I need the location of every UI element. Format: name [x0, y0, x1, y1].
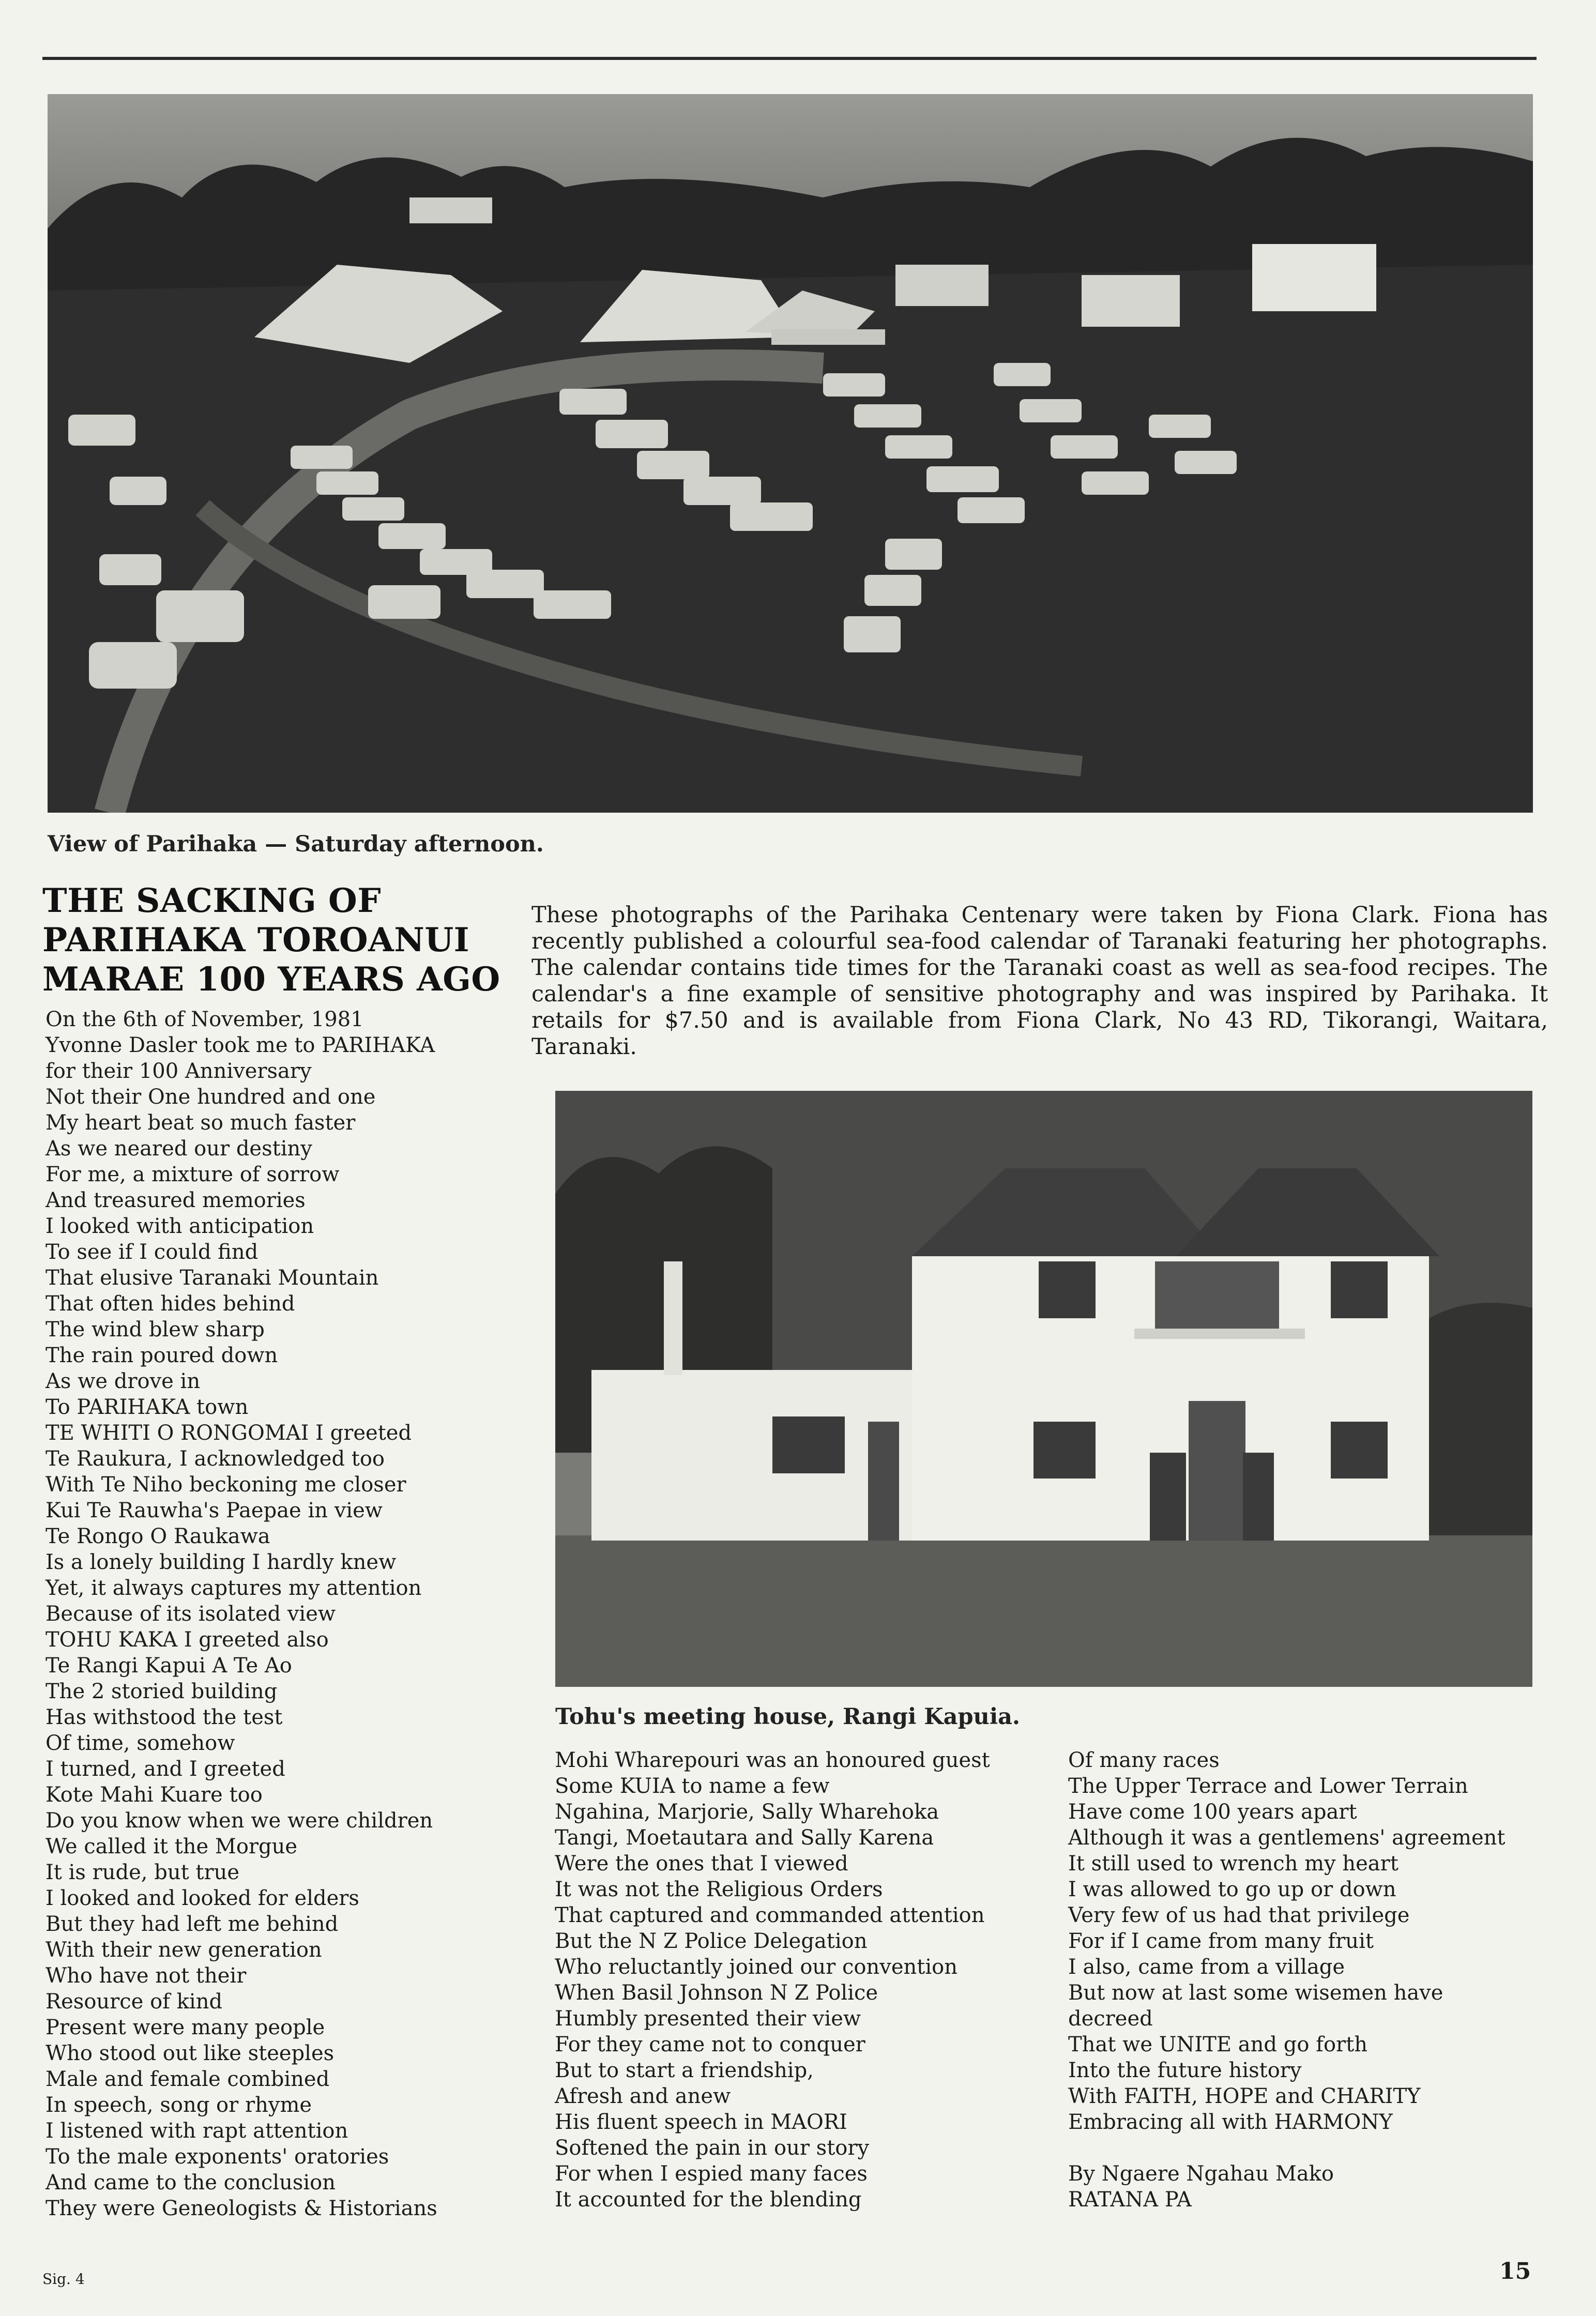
poem-line: But to start a friendship, — [555, 2059, 814, 2082]
poem-line: Of many races — [1068, 1748, 1220, 1772]
poem-line: Who have not their — [45, 1964, 247, 1988]
poem-line — [1068, 2135, 1505, 2161]
poem-line: That often hides behind — [45, 1292, 295, 1316]
poem-line: Tangi, Moetautara and Sally Karena — [555, 1826, 934, 1850]
poem-line: But the N Z Police Delegation — [555, 1929, 868, 1953]
poem-line: Because of its isolated view — [45, 1602, 336, 1626]
poem-author-place: RATANA PA — [1068, 2188, 1192, 2212]
poem-line: Yvonne Dasler took me to PARIHAKA — [45, 1033, 435, 1057]
poem-line: For when I espied many faces — [555, 2162, 868, 2186]
poem-line: decreed — [1068, 2007, 1153, 2031]
poem-line: With Te Niho beckoning me closer — [45, 1473, 406, 1497]
poem-line: On the 6th of November, 1981 — [45, 1008, 364, 1031]
poem-line: Very few of us had that privilege — [1068, 1903, 1410, 1927]
poem-line: It accounted for the blending — [555, 2188, 862, 2212]
poem-line: I turned, and I greeted — [45, 1757, 285, 1781]
poem-line: Present were many people — [45, 2016, 325, 2039]
poem-line: My heart beat so much faster — [45, 1111, 356, 1135]
photographer-intro: These photographs of the Parihaka Centenary were taken by Fiona Clark. Fiona has recently published a colourful sea-food calendar of Taranaki featuring her photographs. The calendar contains tide times for the Taranaki coast as well as sea-food recipes. The calendar's a fine example of sensitive photography and was inspired by Parihaka. It retails for $7.50 and is available from Fiona Clark, No 43 RD, Tikorangi, Waitara, Taranaki. — [531, 902, 1548, 1060]
poem-line: In speech, song or rhyme — [45, 2093, 312, 2117]
poem-line: When Basil Johnson N Z Police — [555, 1981, 878, 2005]
poem-line: The wind blew sharp — [45, 1318, 265, 1342]
poem-line: But they had left me behind — [45, 1912, 339, 1936]
poem-line: Afresh and anew — [555, 2084, 731, 2108]
poem-line: Kote Mahi Kuare too — [45, 1783, 263, 1807]
poem-line: TE WHITI O RONGOMAI I greeted — [45, 1421, 412, 1445]
poem-line: For they came not to conquer — [555, 2033, 865, 2056]
signature-mark: Sig. 4 — [42, 2271, 85, 2288]
poem-line: His fluent speech in MAORI — [555, 2110, 847, 2134]
poem-line: As we drove in — [45, 1369, 201, 1393]
poem-line: They were Geneologists & Historians — [45, 2197, 437, 2220]
poem-line: That elusive Taranaki Mountain — [45, 1266, 379, 1290]
poem-line: Yet, it always captures my attention — [45, 1576, 422, 1600]
poem-line: Male and female combined — [45, 2067, 330, 2091]
aerial-photo-caption: View of Parihaka — Saturday afternoon. — [48, 831, 544, 857]
poem-line: With their new generation — [45, 1938, 322, 1962]
page-number: 15 — [1499, 2258, 1531, 2284]
poem-line: To PARIHAKA town — [45, 1395, 249, 1419]
meeting-house-caption: Tohu's meeting house, Rangi Kapuia. — [555, 1704, 1020, 1730]
poem-line: Humbly presented their view — [555, 2007, 861, 2031]
poem-line: I looked with anticipation — [45, 1214, 314, 1238]
poem-line: We called it the Morgue — [45, 1835, 298, 1858]
poem-line: I listened with rapt attention — [45, 2119, 348, 2143]
article-headline — [42, 881, 508, 999]
poem-line: That we UNITE and go forth — [1068, 2033, 1367, 2056]
poem-line: Resource of kind — [45, 1990, 223, 2014]
poem-line: Into the future history — [1068, 2059, 1302, 2082]
poem-line: Te Rangi Kapui A Te Ao — [45, 1654, 292, 1678]
headline-line: MARAE 100 YEARS AGO — [42, 960, 500, 999]
poem-line: Te Rongo O Raukawa — [45, 1525, 270, 1548]
poem-line: Te Raukura, I acknowledged too — [45, 1447, 385, 1471]
poem-line: Mohi Wharepouri was an honoured guest — [555, 1748, 990, 1772]
poem-column-1 — [45, 1007, 437, 2221]
poem-line: It still used to wrench my heart — [1068, 1852, 1399, 1876]
poem-line: Kui Te Rauwha's Paepae in view — [45, 1499, 383, 1522]
poem-line: I also, came from a village — [1068, 1955, 1345, 1979]
poem-line: Not their One hundred and one — [45, 1085, 376, 1109]
poem-line: To the male exponents' oratories — [45, 2145, 389, 2169]
poem-line: But now at last some wisemen have — [1068, 1981, 1443, 2005]
poem-line: For me, a mixture of sorrow — [45, 1163, 340, 1186]
poem-line: I looked and looked for elders — [45, 1886, 359, 1910]
poem-line: TOHU KAKA I greeted also — [45, 1628, 329, 1652]
poem-line: The 2 storied building — [45, 1680, 278, 1703]
poem-line: To see if I could find — [45, 1240, 259, 1264]
poem-line: Who stood out like steeples — [45, 2041, 335, 2065]
poem-line: Some KUIA to name a few — [555, 1774, 830, 1798]
poem-line: And treasured memories — [45, 1189, 306, 1212]
poem-line: And came to the conclusion — [45, 2171, 336, 2195]
poem-line: The Upper Terrace and Lower Terrain — [1068, 1774, 1468, 1798]
poem-line: Ngahina, Marjorie, Sally Wharehoka — [555, 1800, 939, 1824]
poem-author: By Ngaere Ngahau Mako — [1068, 2162, 1334, 2186]
poem-line: As we neared our destiny — [45, 1137, 312, 1161]
poem-line: That captured and commanded attention — [555, 1903, 985, 1927]
poem-line: Who reluctantly joined our convention — [555, 1955, 957, 1979]
poem-line: Softened the pain in our story — [555, 2136, 870, 2160]
poem-line: for their 100 Anniversary — [45, 1059, 312, 1083]
poem-line: For if I came from many fruit — [1068, 1929, 1374, 1953]
meeting-house-photo — [555, 1091, 1532, 1687]
top-rule — [42, 57, 1537, 60]
poem-line: It was not the Religious Orders — [555, 1878, 883, 1901]
poem-line: Has withstood the test — [45, 1705, 283, 1729]
poem-line: Of time, somehow — [45, 1731, 235, 1755]
poem-line: Embracing all with HARMONY — [1068, 2110, 1393, 2134]
poem-line: I was allowed to go up or down — [1068, 1878, 1396, 1901]
poem-line: Were the ones that I viewed — [555, 1852, 848, 1876]
poem-column-2 — [555, 1747, 990, 2213]
poem-line: Although it was a gentlemens' agreement — [1068, 1826, 1506, 1850]
poem-column-3 — [1068, 1747, 1505, 2213]
poem-line: With FAITH, HOPE and CHARITY — [1068, 2084, 1421, 2108]
poem-line: The rain poured down — [45, 1344, 278, 1367]
poem-line: Is a lonely building I hardly knew — [45, 1550, 397, 1574]
parihaka-aerial-photo — [48, 94, 1533, 813]
poem-line: It is rude, but true — [45, 1861, 239, 1884]
poem-line: Do you know when we were children — [45, 1809, 433, 1833]
poem-line: Have come 100 years apart — [1068, 1800, 1357, 1824]
headline-line: PARIHAKA TOROANUI — [42, 921, 470, 959]
headline-line: THE SACKING OF — [42, 881, 382, 920]
